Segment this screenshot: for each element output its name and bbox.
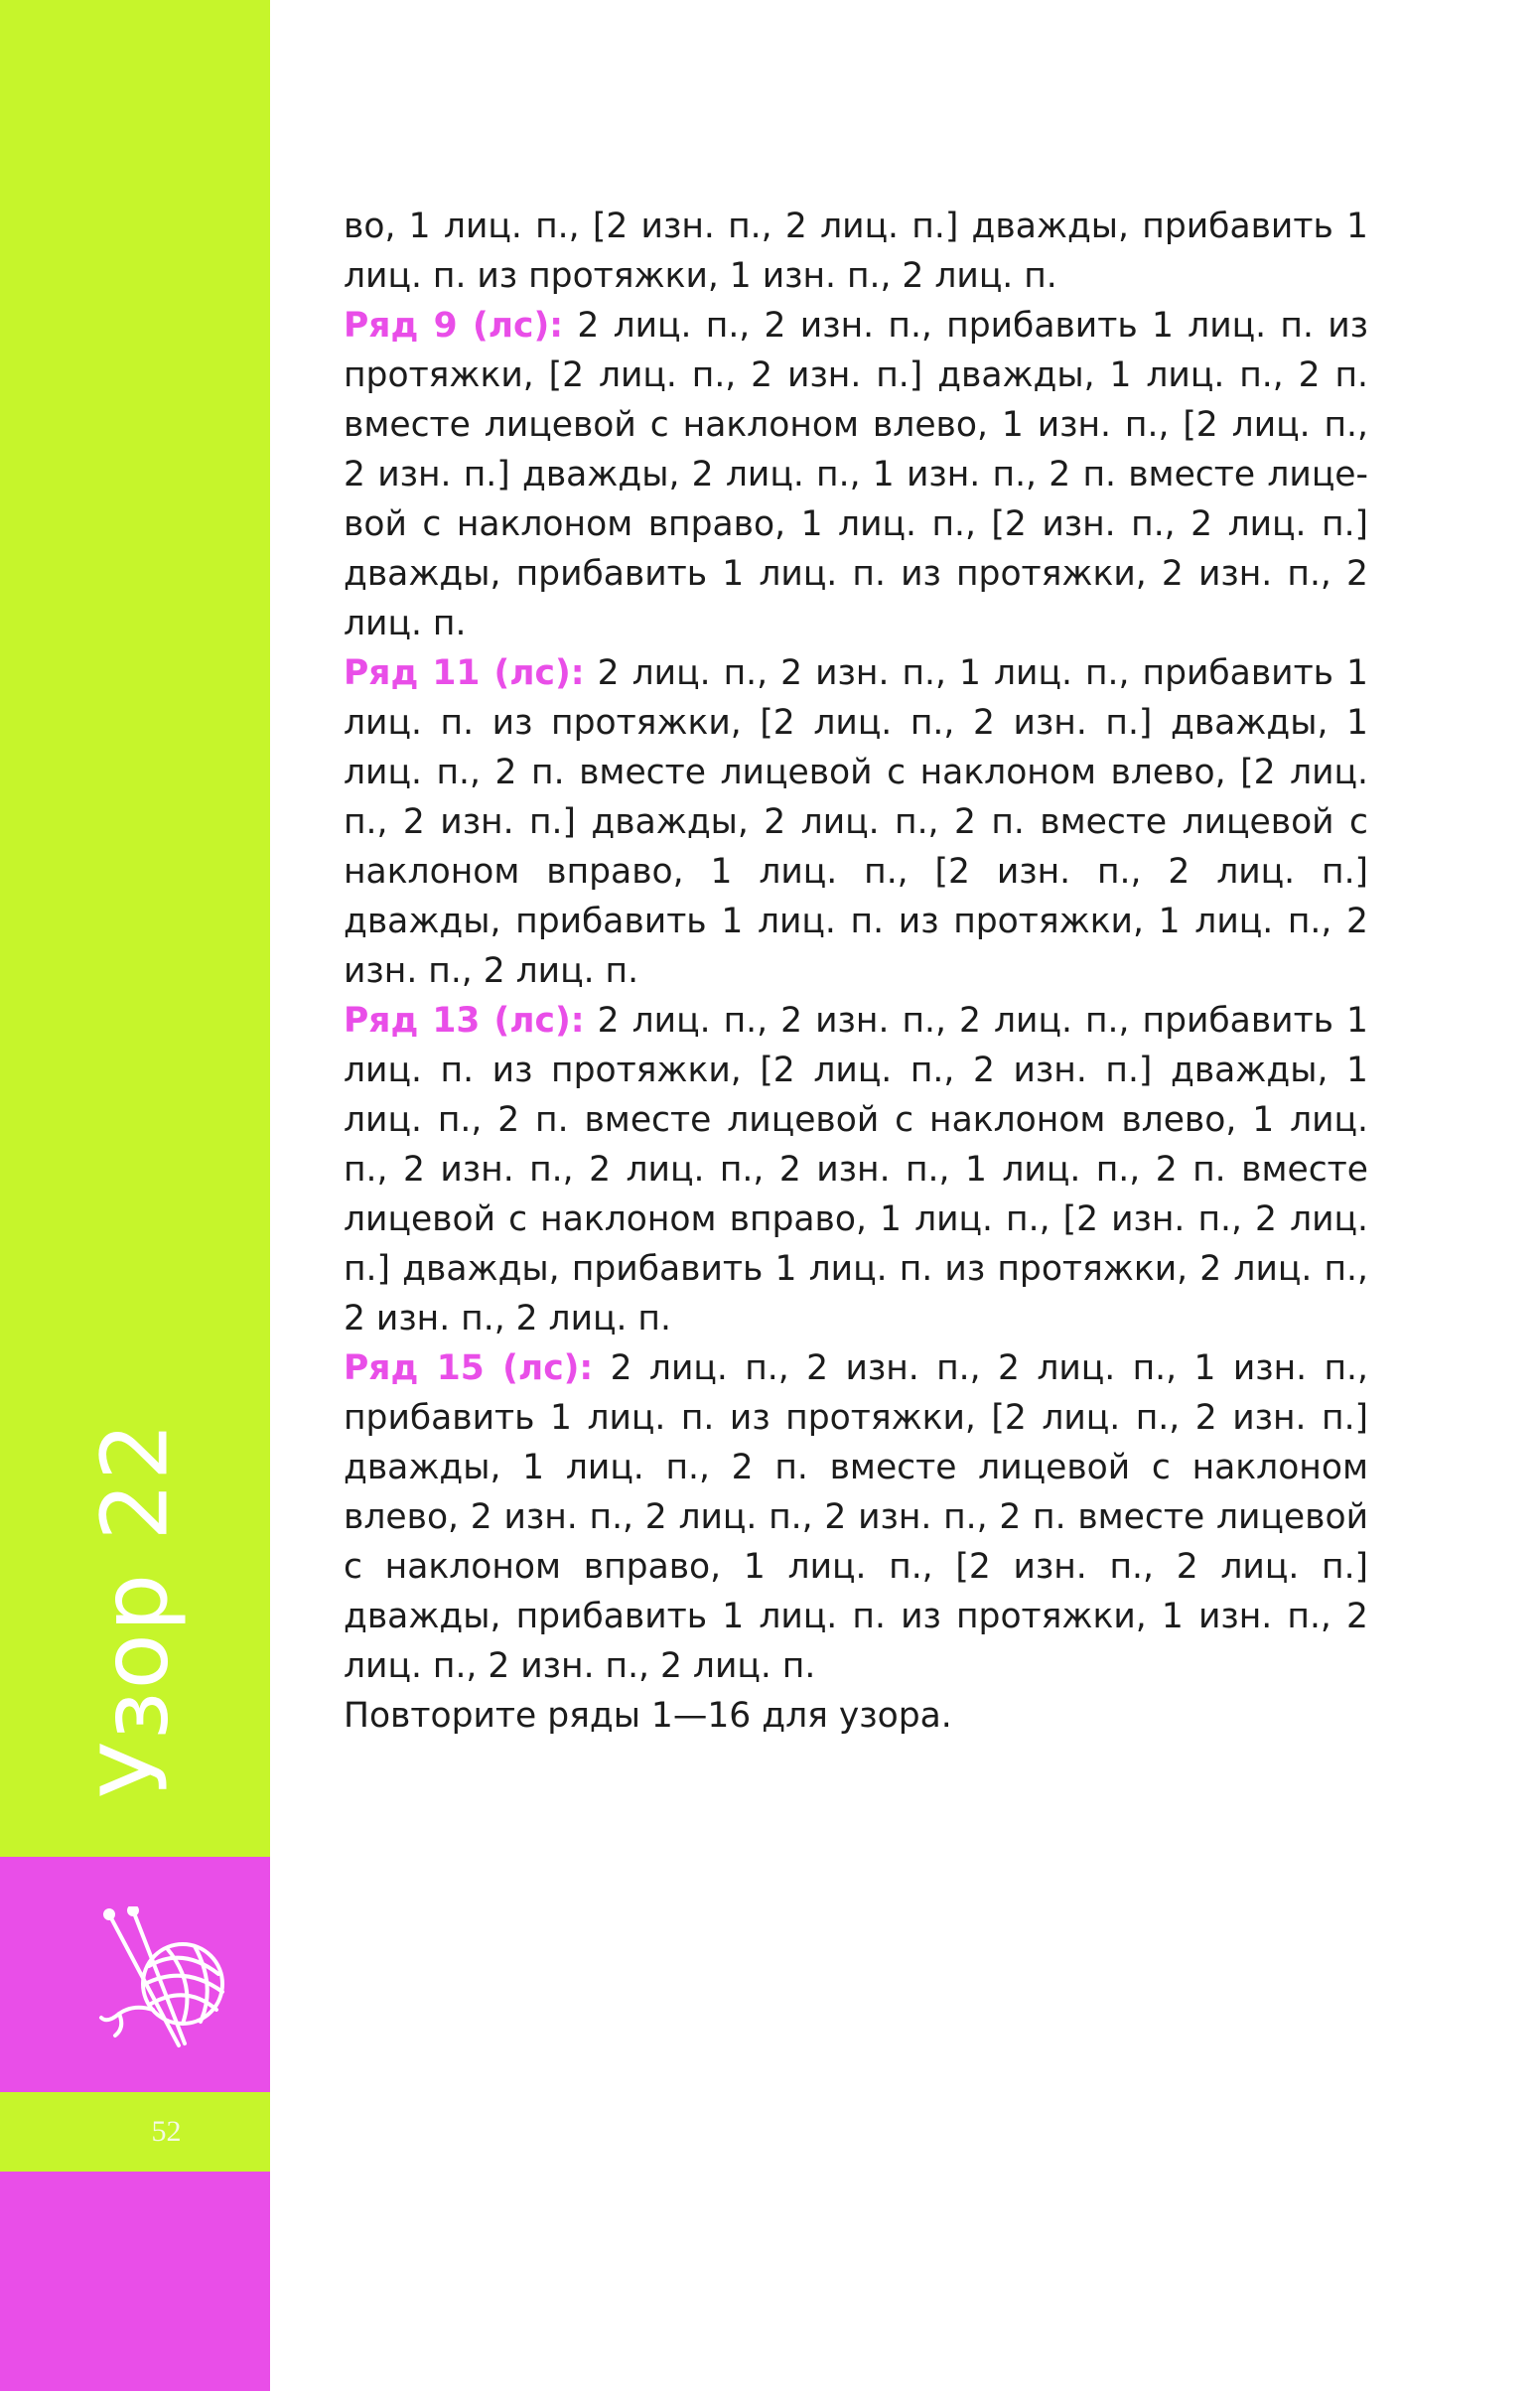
row-label: Ряд 15 (лс):	[344, 1348, 594, 1388]
pattern-title: Узор 22	[81, 1420, 189, 1797]
row-paragraph	[344, 301, 1368, 648]
sidebar-magenta-footer	[0, 2172, 270, 2391]
page-number: 52	[151, 2115, 182, 2148]
row-paragraph	[344, 1343, 1368, 1691]
yarn-ball-knitting-needles-icon	[97, 1906, 246, 2055]
row-text: 2 лиц. п., 2 изн. п., 2 лиц. п., прибавить 1 лиц. п. из протяжки, [2 лиц. п., 2 изн. п.] дважды, 1 лиц. п., 2 п. вместе лицевой с наклоном влево, 1 лиц. п., 2 изн. п., 2 лиц. п., 2 изн. п., 1 лиц. п., 2 п. вместе лицевой с наклоном вправо, 1 лиц. п., [2 изн. п., 2 лиц. п.] дважды, прибавить 1 лиц. п. из протяжки, 2 лиц. п., 2 изн. п., 2 лиц. п.	[344, 1001, 1369, 1338]
pattern-instructions	[344, 202, 1368, 1741]
continuation-paragraph: во, 1 лиц. п., [2 изн. п., 2 лиц. п.] дважды, прибавить 1 лиц. п. из протяжки, 1 изн. п., 2 лиц. п.	[344, 207, 1368, 296]
row-text: 2 лиц. п., 2 изн. п., 2 лиц. п., 1 изн. п., прибавить 1 лиц. п. из протяжки, [2 лиц. п., 2 изн. п.] дважды, 1 лиц. п., 2 п. вместе лицевой с наклоном влево, 2 изн. п., 2 лиц. п., 2 изн. п., 2 п. вместе лицевой с наклоном вправо, 1 лиц. п., [2 изн. п., 2 лиц. п.] дважды, прибавить 1 лиц. п. из протяжки, 1 изн. п., 2 лиц. п., 2 изн. п., 2 лиц. п.	[344, 1348, 1368, 1686]
closing-paragraph: Повторите ряды 1—16 для узора.	[344, 1696, 952, 1736]
row-paragraph	[344, 648, 1368, 996]
row-text: 2 лиц. п., 2 изн. п., прибавить 1 лиц. п. из протяжки, [2 лиц. п., 2 изн. п.] дважды, 1 лиц. п., 2 п. вместе лицевой с наклоном влево, 1 изн. п., [2 лиц. п., 2 изн. п.] дважды, 2 лиц. п., 1 изн. п., 2 п. вместе лицевой с наклоном вправо, 1 лиц. п., [2 изн. п., 2 лиц. п.] дважды, прибавить 1 лиц. п. из протяжки, 2 изн. п., 2 лиц. п.	[344, 306, 1368, 643]
row-label: Ряд 11 (лс):	[344, 653, 585, 693]
row-label: Ряд 9 (лс):	[344, 306, 564, 346]
sidebar-title-container	[0, 1390, 270, 1827]
row-paragraph	[344, 996, 1368, 1343]
row-label: Ряд 13 (лс):	[344, 1001, 585, 1041]
row-text: 2 лиц. п., 2 изн. п., 1 лиц. п., прибавить 1 лиц. п. из протяжки, [2 лиц. п., 2 изн. п.] дважды, 1 лиц. п., 2 п. вместе лицевой с наклоном влево, [2 лиц. п., 2 изн. п.] дважды, 2 лиц. п., 2 п. вместе лицевой с наклоном вправо, 1 лиц. п., [2 изн. п., 2 лиц. п.] дважды, прибавить 1 лиц. п. из протяжки, 1 лиц. п., 2 изн. п., 2 лиц. п.	[344, 653, 1369, 991]
